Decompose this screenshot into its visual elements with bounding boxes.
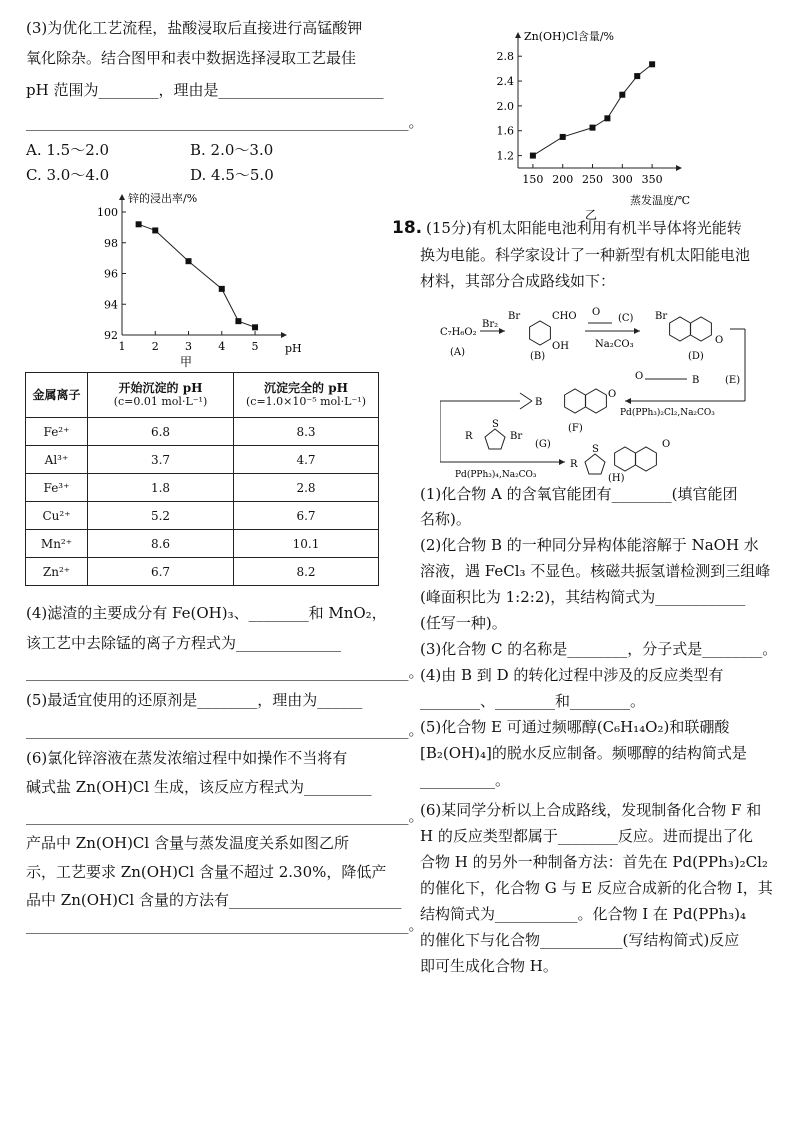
y-tick-label: 1.2: [496, 149, 514, 163]
ring-d1: [670, 317, 691, 341]
complete-ph-cell: 6.7: [234, 502, 379, 530]
data-point: [252, 324, 258, 330]
start-ph-cell: 6.8: [88, 418, 234, 446]
x-tick-label: 350: [641, 173, 663, 186]
x-tick-label: 1: [118, 340, 126, 353]
label-f: (F): [568, 423, 583, 434]
arrow-a-b-head-icon: [499, 328, 505, 334]
table-row: [26, 502, 379, 530]
table-row: [26, 558, 379, 586]
x-tick-label: 3: [185, 340, 193, 353]
y-tick-label: 94: [104, 298, 118, 312]
q6-line: ___________________________________________________。: [26, 916, 424, 934]
y-tick-label: 92: [104, 329, 118, 342]
ring-f2: [586, 389, 607, 413]
q18-intro-line: 换为电能。科学家设计了一种新型有机太阳能电池: [420, 246, 751, 264]
series-line: [139, 224, 255, 327]
y-tick-label: 2.8: [496, 50, 514, 64]
b-e: B: [692, 375, 700, 386]
data-point: [634, 73, 640, 79]
r-h: R: [570, 459, 578, 470]
q18-sub-line: (5)化合物 E 可通过频哪醇(C₆H₁₄O₂)和联硼酸: [420, 718, 730, 736]
q18-sub-line: (任写一种)。: [420, 614, 507, 632]
q18-sub-line: (6)某同学分析以上合成路线，发现制备化合物 F 和: [420, 801, 762, 819]
q6-line: ___________________________________________________。: [26, 807, 424, 825]
data-point: [136, 221, 142, 227]
x-axis-label: 蒸发温度/℃: [630, 194, 691, 207]
s-g: S: [492, 419, 499, 430]
data-point: [604, 115, 610, 121]
complete-ph-cell: 8.2: [234, 558, 379, 586]
table-row: [26, 474, 379, 502]
compound-a-formula: C₇H₆O₂: [440, 327, 477, 338]
header-start: 开始沉淀的 pH (c=0.01 mol·L⁻¹): [88, 373, 234, 418]
ring-f1: [565, 389, 586, 413]
thiophene-g: [485, 429, 505, 449]
o-c: O: [592, 307, 601, 318]
q3-line: 氧化除杂。结合图甲和表中数据选择浸取工艺最佳: [26, 49, 357, 67]
br-g: Br: [510, 431, 523, 442]
x-tick-label: 5: [251, 340, 259, 353]
q6-line: 示，工艺要求 Zn(OH)Cl 含量不超过 2.30%，降低产: [26, 863, 387, 881]
q6-line: 碱式盐 Zn(OH)Cl 生成，该反应方程式为_________: [26, 778, 372, 796]
arrow-b-d-head-icon: [634, 328, 640, 334]
data-point: [619, 92, 625, 98]
q6-line: (6)氯化锌溶液在蒸发浓缩过程中如操作不当将有: [26, 749, 348, 767]
b-f: B: [535, 397, 543, 408]
y-axis-arrow-icon: [119, 194, 125, 200]
q6-line: 品中 Zn(OH)Cl 含量的方法有_______________________: [26, 891, 402, 909]
q4-line: ___________________________________________________。: [26, 663, 424, 681]
reagent-cat1: Pd(PPh₃)₂Cl₂,Na₂CO₃: [620, 408, 715, 418]
y-tick-label: 100: [97, 206, 118, 219]
table-row: [26, 418, 379, 446]
o-f: O: [608, 389, 617, 400]
br-d: Br: [655, 311, 668, 322]
q18-sub-line: (1)化合物 A 的含氧官能团有________(填官能团: [420, 485, 738, 503]
ion-cell: Fe²⁺: [26, 418, 88, 446]
table-row: [26, 530, 379, 558]
complete-ph-cell: 10.1: [234, 530, 379, 558]
label-h: (H): [608, 473, 625, 483]
label-e: (E): [725, 375, 741, 386]
start-ph-cell: 5.2: [88, 502, 234, 530]
q6-line: 产品中 Zn(OH)Cl 含量与蒸发温度关系如图乙所: [26, 834, 349, 852]
start-ph-cell: 3.7: [88, 446, 234, 474]
data-point: [235, 318, 241, 324]
thiophene-h: [585, 454, 605, 474]
arrow-d-f-head-icon: [625, 398, 631, 404]
data-point: [649, 61, 655, 67]
br-b: Br: [508, 311, 521, 322]
o-d: O: [715, 335, 724, 346]
label-c: (C): [618, 313, 634, 324]
q18-intro-line: (15分)有机太阳能电池利用有机半导体将光能转: [426, 219, 742, 237]
q18-sub-line: 的催化下与化合物___________(写结构简式)反应: [420, 931, 740, 949]
y-axis-arrow-icon: [515, 32, 521, 38]
ring-b: [530, 321, 551, 345]
data-point: [152, 227, 158, 233]
option-d: D. 4.5～5.0: [190, 166, 274, 184]
r-g: R: [465, 431, 473, 442]
data-point: [186, 258, 192, 264]
y-tick-label: 96: [104, 267, 118, 281]
option-c: C. 3.0～4.0: [26, 166, 110, 184]
y-tick-label: 98: [104, 236, 118, 250]
chart-jia: [85, 190, 315, 370]
start-ph-cell: 6.7: [88, 558, 234, 586]
q18-sub-line: 合物 H 的另外一种制备方法：首先在 Pd(PPh₃)₂Cl₂: [420, 853, 768, 871]
q18-sub-line: 名称)。: [420, 510, 471, 528]
arrow-f-h-head-icon: [559, 459, 565, 465]
table-row: [26, 446, 379, 474]
y-axis-label: 锌的浸出率/%: [128, 192, 198, 205]
oh-b: OH: [552, 341, 569, 352]
start-ph-cell: 1.8: [88, 474, 234, 502]
ring-h2: [636, 447, 657, 471]
label-g: (G): [535, 439, 551, 450]
complete-ph-cell: 2.8: [234, 474, 379, 502]
x-axis-label: pH: [285, 342, 302, 355]
x-tick-label: 2: [151, 340, 159, 353]
option-a: A. 1.5～2.0: [26, 141, 110, 159]
ring-d2: [691, 317, 712, 341]
q18-sub-line: (2)化合物 B 的一种同分异构体能溶解于 NaOH 水: [420, 536, 759, 554]
y-tick-label: 2.0: [496, 99, 514, 113]
x-tick-label: 200: [552, 173, 574, 186]
precipitation-ph-table: [25, 372, 379, 586]
q5-line: ___________________________________________________。: [26, 721, 424, 739]
q4-line: 该工艺中去除锰的离子方程式为______________: [26, 634, 342, 652]
reagent-cat2: Pd(PPh₃)₄,Na₂CO₃: [455, 470, 537, 480]
q18-sub-line: 即可生成化合物 H。: [420, 957, 558, 975]
q18-sub-line: __________。: [420, 771, 511, 789]
q18-sub-line: 结构简式为___________。化合物 I 在 Pd(PPh₃)₄: [420, 905, 747, 923]
question-18-number: 18.: [392, 218, 423, 238]
header-complete: 沉淀完全的 pH (c=1.0×10⁻⁵ mol·L⁻¹): [234, 373, 379, 418]
synthesis-scheme: [440, 297, 785, 483]
ion-cell: Cu²⁺: [26, 502, 88, 530]
q18-sub-line: 溶液，遇 FeCl₃ 不显色。核磁共振氢谱检测到三组峰: [420, 562, 771, 580]
cho-b: CHO: [552, 311, 577, 322]
q18-sub-line: (3)化合物 C 的名称是________，分子式是________。: [420, 640, 778, 658]
chart-yi: [485, 22, 715, 222]
o-e1: O: [635, 371, 644, 382]
x-tick-label: 250: [582, 173, 604, 186]
q18-sub-line: H 的反应类型都属于________反应。进而提出了化: [420, 827, 753, 845]
q18-sub-line: [B₂(OH)₄]的脱水反应制备。频哪醇的结构简式是: [420, 744, 747, 762]
bond: [520, 401, 532, 409]
chart-title: 乙: [585, 208, 598, 222]
q18-sub-line: 的催化下，化合物 G 与 E 反应合成新的化合物 I，其: [420, 879, 773, 897]
q3-line: ___________________________________________________。: [26, 113, 424, 131]
y-tick-label: 2.4: [496, 75, 514, 89]
reagent-br2: Br₂: [482, 319, 499, 330]
y-tick-label: 1.6: [496, 124, 514, 138]
ion-cell: Mn²⁺: [26, 530, 88, 558]
x-tick-label: 300: [611, 173, 633, 186]
q3-line: (3)为优化工艺流程，盐酸浸取后直接进行高锰酸钾: [26, 19, 363, 37]
start-ph-cell: 8.6: [88, 530, 234, 558]
complete-ph-cell: 4.7: [234, 446, 379, 474]
data-point: [530, 153, 536, 159]
label-d: (D): [688, 351, 704, 362]
o-h: O: [662, 439, 671, 450]
header-ion: 金属离子: [26, 373, 88, 418]
ion-cell: Al³⁺: [26, 446, 88, 474]
ring-h1: [615, 447, 636, 471]
x-axis-arrow-icon: [676, 165, 682, 171]
data-point: [560, 134, 566, 140]
ion-cell: Fe³⁺: [26, 474, 88, 502]
q18-sub-line: ________、________和________。: [420, 692, 646, 710]
bond: [520, 393, 532, 401]
s-h: S: [592, 444, 599, 455]
option-b: B. 2.0～3.0: [190, 141, 274, 159]
data-point: [219, 286, 225, 292]
label-b: (B): [530, 351, 546, 362]
y-axis-label: Zn(OH)Cl含量/%: [524, 30, 615, 43]
x-tick-label: 150: [522, 173, 544, 186]
complete-ph-cell: 8.3: [234, 418, 379, 446]
x-axis-arrow-icon: [281, 332, 287, 338]
x-tick-label: 4: [218, 340, 226, 353]
ion-cell: Zn²⁺: [26, 558, 88, 586]
q18-sub-line: (峰面积比为 1:2:2)，其结构简式为____________: [420, 588, 746, 606]
reagent-na2co3: Na₂CO₃: [595, 339, 634, 350]
q18-sub-line: (4)由 B 到 D 的转化过程中涉及的反应类型有: [420, 666, 724, 684]
data-point: [590, 125, 596, 131]
q4-line: (4)滤渣的主要成分有 Fe(OH)₃、________和 MnO₂，: [26, 604, 387, 622]
q18-intro-line: 材料，其部分合成路线如下：: [420, 272, 616, 290]
q5-line: (5)最适宜使用的还原剂是________，理由为______: [26, 691, 363, 709]
chart-title: 甲: [180, 355, 193, 369]
label-a: (A): [450, 347, 466, 358]
q3-line: pH 范围为________，理由是______________________: [26, 81, 384, 99]
